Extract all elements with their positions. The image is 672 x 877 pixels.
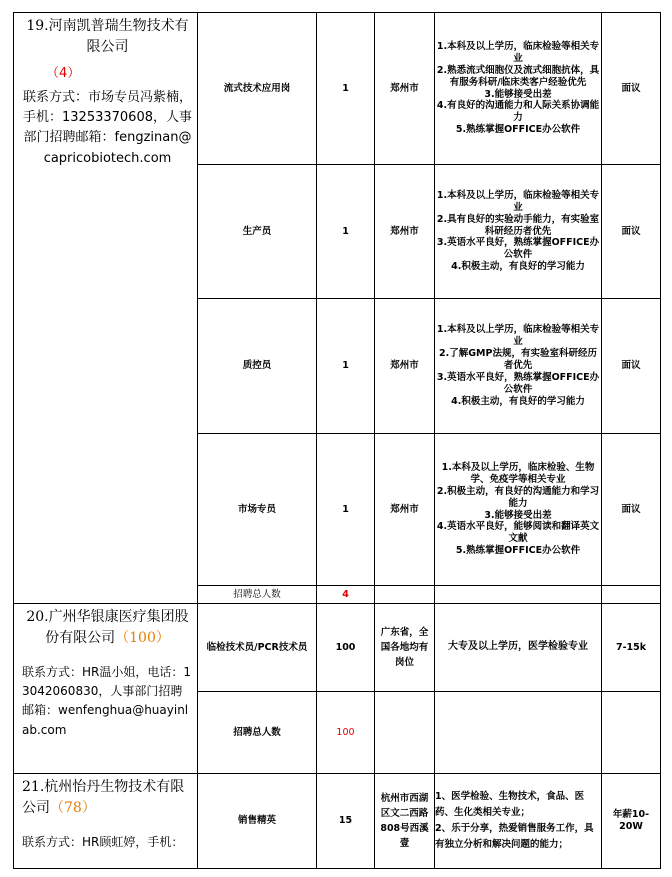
company-cell: [14, 604, 198, 774]
job-count: 1: [317, 299, 375, 434]
requirement-line: 2.了解GMP法规，有实验室科研经历者优先: [439, 348, 597, 372]
requirement-line: 5.熟练掌握OFFICE办公软件: [455, 545, 581, 557]
total-label: 招聘总人数: [198, 586, 317, 604]
requirement-line: 4.英语水平良好，能够阅读和翻译英文文献: [436, 521, 600, 545]
empty-cell: [375, 586, 435, 604]
company-contact: 联系方式：市场专员冯紫楠，手机：13253370608，人事部门招聘邮箱：fengzinan@capricobiotech.com: [22, 90, 192, 166]
job-requirements: [435, 165, 602, 299]
job-salary: 面议: [602, 165, 661, 299]
job-position: 市场专员: [198, 434, 317, 586]
table-row: [14, 774, 661, 869]
job-location: 郑州市: [375, 434, 435, 586]
requirement-line: 5.熟练掌握OFFICE办公软件: [455, 124, 581, 136]
company-name-text: 21.杭州怡丹生物技术有限公司: [22, 779, 185, 816]
job-position: 临检技术员/PCR技术员: [198, 604, 317, 692]
company-cell: [14, 13, 198, 604]
company-contact: 联系方式：HR温小姐，电话：13042060830，人事部门招聘邮箱：wenfenghua@huayinlab.com: [22, 665, 191, 737]
requirement-line: 1.本科及以上学历，临床检验等相关专业: [436, 189, 600, 213]
job-location: 杭州市西湖区文二西路808号西溪壹: [375, 774, 435, 869]
requirement-line: 4.有良好的沟通能力和人际关系协调能力: [436, 100, 600, 124]
recruitment-table: [13, 12, 661, 869]
requirement-line: 2.积极主动，有良好的沟通能力和学习能力: [436, 485, 600, 509]
company-name: [22, 777, 193, 819]
job-salary: 年薪10-20W: [602, 774, 661, 869]
requirement-line: 3.能够接受出差: [484, 509, 552, 521]
job-salary: 面议: [602, 13, 661, 165]
requirement-line: 2、乐于分享，热爱销售服务工作，具有独立分析和解决问题的能力；: [435, 823, 594, 851]
job-position: 生产员: [198, 165, 317, 299]
company-name: 19.河南凯普瑞生物技术有限公司: [26, 18, 189, 55]
job-salary: 7-15k: [602, 604, 661, 692]
job-position: 销售精英: [198, 774, 317, 869]
requirement-line: 2.具有良好的实验动手能力，有实验室科研经历者优先: [436, 213, 600, 237]
empty-cell: [435, 692, 602, 774]
job-count: 1: [317, 434, 375, 586]
requirement-line: 3.能够接受出差: [484, 88, 552, 100]
job-count: 1: [317, 165, 375, 299]
company-count: （78）: [50, 800, 96, 816]
empty-cell: [602, 586, 661, 604]
job-location: 郑州市: [375, 13, 435, 165]
job-location: 郑州市: [375, 299, 435, 434]
company-name-text: 20.广州华银康医疗集团股份有限公司: [26, 609, 189, 646]
job-requirements: [435, 13, 602, 165]
job-count: 15: [317, 774, 375, 869]
total-value: 100: [317, 692, 375, 774]
requirement-line: 1、医学检验、生物技术，食品、医药、生化类相关专业；: [435, 790, 585, 818]
requirement-line: 2.熟悉流式细胞仪及流式细胞抗体，具有服务科研/临床类客户经验优先: [436, 64, 600, 88]
total-value: 4: [317, 586, 375, 604]
job-requirements: [435, 299, 602, 434]
requirement-line: 4.积极主动，有良好的学习能力: [451, 261, 585, 273]
requirement-line: 1.本科及以上学历，临床检验等相关专业: [436, 324, 600, 348]
company-name: [22, 607, 193, 649]
job-location: 郑州市: [375, 165, 435, 299]
company-contact: 联系方式：HR顾虹婷，手机：: [22, 835, 184, 849]
job-requirements: [435, 774, 602, 869]
company-count: （4）: [46, 66, 81, 81]
job-count: 100: [317, 604, 375, 692]
job-requirements: [435, 434, 602, 586]
job-position: 流式技术应用岗: [198, 13, 317, 165]
job-position: 质控员: [198, 299, 317, 434]
empty-cell: [435, 586, 602, 604]
requirement-line: 4.积极主动，有良好的学习能力: [451, 395, 585, 407]
job-requirements: [435, 604, 602, 692]
requirement-line: 大专及以上学历，医学检验专业: [448, 641, 588, 653]
job-location: 广东省，全国各地均有岗位: [375, 604, 435, 692]
job-count: 1: [317, 13, 375, 165]
requirement-line: 1.本科及以上学历，临床检验、生物学、免疫学等相关专业: [441, 462, 595, 485]
table-row: [14, 604, 661, 692]
empty-cell: [375, 692, 435, 774]
company-count: （100）: [115, 630, 170, 646]
job-salary: 面议: [602, 299, 661, 434]
table-row: [14, 13, 661, 165]
company-cell: [14, 774, 198, 869]
total-label: 招聘总人数: [198, 692, 317, 774]
requirement-line: 3.英语水平良好，熟练掌握OFFICE办公软件: [436, 371, 600, 395]
empty-cell: [602, 692, 661, 774]
job-salary: 面议: [602, 434, 661, 586]
requirement-line: 1.本科及以上学历，临床检验等相关专业: [436, 41, 600, 64]
requirement-line: 3.英语水平良好，熟练掌握OFFICE办公软件: [436, 237, 600, 261]
